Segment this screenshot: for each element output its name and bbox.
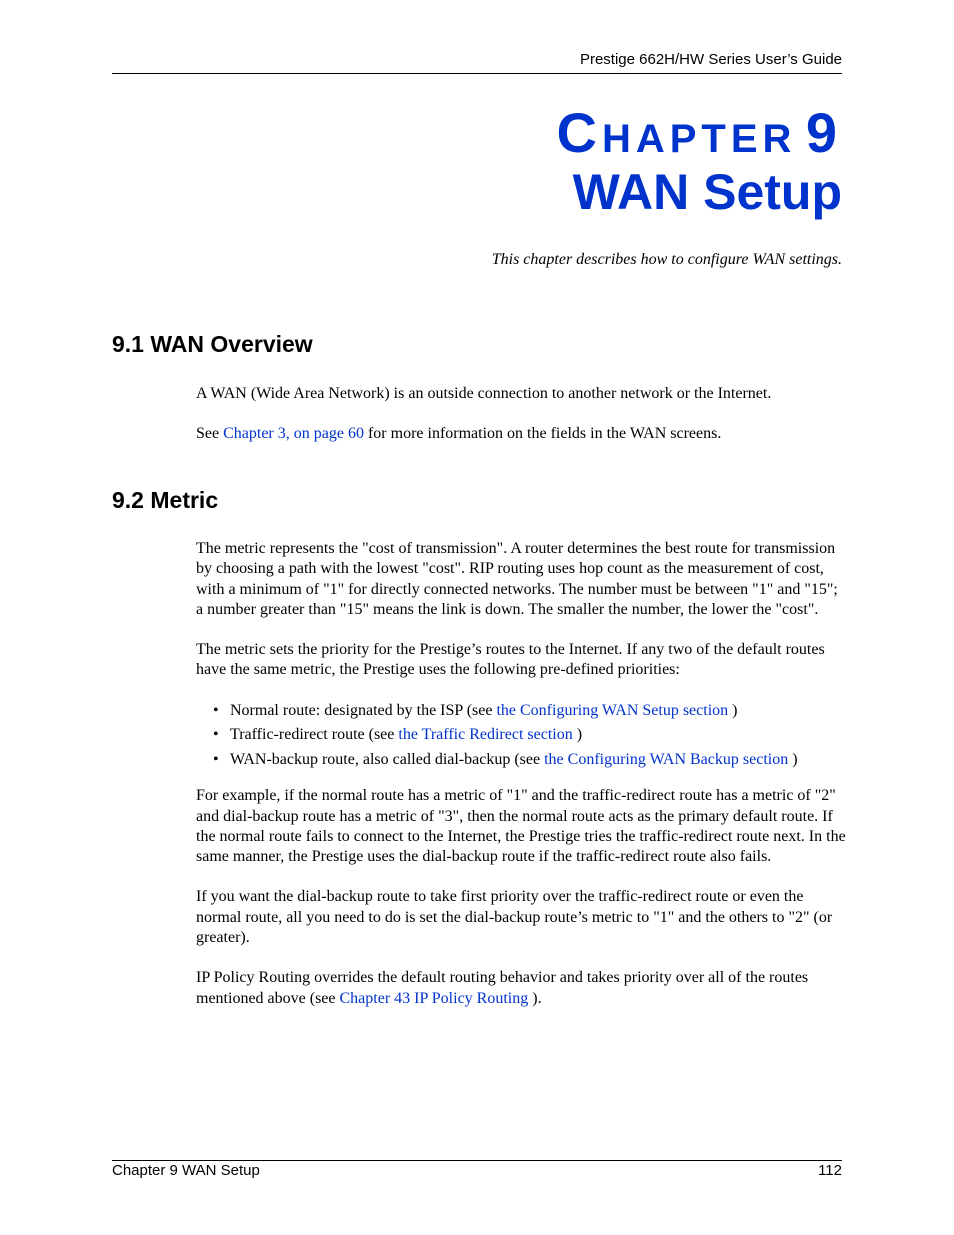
- priority-list: [196, 701, 846, 770]
- bullet-icon: •: [213, 701, 219, 719]
- text: ): [728, 701, 738, 719]
- list-item: [196, 701, 846, 721]
- section-heading-wan-overview: 9.1 WAN Overview: [112, 331, 313, 357]
- text: ): [572, 726, 583, 744]
- footer-divider: [112, 1160, 842, 1161]
- text: Normal route: designated by the ISP (see: [230, 701, 497, 719]
- chapter-intro: This chapter describes how to configure WAN settings.: [491, 251, 842, 268]
- chapter-initial: C: [556, 101, 602, 164]
- paragraph: The metric sets the priority for the Prestige’s routes to the Internet. If any two of the default routes have the same metric, the Prestige uses the following pre-defined priorities:: [196, 641, 825, 679]
- ip-policy-routing-link[interactable]: Chapter 43 IP Policy Routing: [339, 989, 529, 1007]
- paragraph: [196, 968, 846, 1009]
- paragraph: A WAN (Wide Area Network) is an outside connection to another network or the Internet.: [196, 385, 772, 402]
- chapter-number: 9: [805, 101, 842, 164]
- text: ).: [528, 989, 542, 1007]
- text: WAN-backup route, also called dial-backup (see: [230, 750, 545, 768]
- chapter-3-link[interactable]: Chapter 3, on page 60: [223, 425, 364, 443]
- metric-body: [196, 539, 846, 1009]
- header-divider: [112, 73, 842, 74]
- traffic-redirect-link[interactable]: the Traffic Redirect section: [398, 726, 573, 744]
- paragraph: For example, if the normal route has a metric of "1" and the traffic-redirect route has a metric of "2" and dial-backup route has a metric of "3", then the normal route acts as the primary default route. If the normal route fails to connect to the Internet, the Prestige tries the traffic-redirect route next. In the same manner, the Prestige uses the dial-backup route if the traffic-redirect route also fails.: [196, 787, 846, 866]
- paragraph: The metric represents the "cost of transmission". A router determines the best route for transmission by choosing a path with the lowest "cost". RIP routing uses hop count as the measurement of cost, with a minimum of "1" for directly connected networks. The number must be between "1" and "15"; a number greater than "15" means the link is down. The smaller the number, the lower the "cost".: [196, 540, 838, 618]
- text: See: [196, 425, 224, 443]
- text: ): [788, 750, 798, 768]
- running-header: Prestige 662H/HW Series User’s Guide: [579, 51, 842, 68]
- configuring-wan-setup-link[interactable]: the Configuring WAN Setup section: [496, 701, 729, 719]
- chapter-label: [556, 100, 842, 165]
- configuring-wan-backup-link[interactable]: the Configuring WAN Backup section: [544, 750, 789, 768]
- footer-chapter: Chapter 9 WAN Setup: [112, 1162, 260, 1179]
- wan-overview-body: [196, 384, 846, 445]
- page-number: 112: [818, 1162, 842, 1179]
- paragraph: [196, 424, 846, 444]
- list-item: [196, 725, 846, 745]
- text: for more information on the fields in the WAN screens.: [363, 425, 722, 443]
- bullet-icon: •: [213, 750, 219, 768]
- paragraph: If you want the dial-backup route to take first priority over the traffic-redirect route or even the normal route, all you need to do is set the dial-backup route’s metric to "1" and the others to "2" (or greater).: [196, 888, 833, 947]
- text: Traffic-redirect route (see: [230, 726, 399, 744]
- chapter-title: WAN Setup: [572, 164, 842, 220]
- list-item: [196, 750, 846, 770]
- section-heading-metric: 9.2 Metric: [112, 487, 219, 513]
- bullet-icon: •: [213, 726, 219, 744]
- chapter-word: HAPTER: [601, 117, 797, 161]
- text: IP Policy Routing overrides the default routing behavior and takes priority over all of the routes mentioned above (see: [196, 969, 809, 1007]
